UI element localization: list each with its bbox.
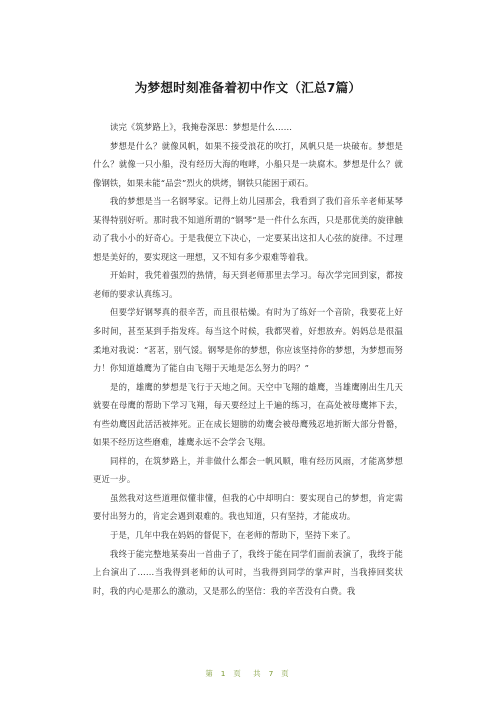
footer-total-pages: 7 (268, 669, 276, 678)
paragraph: 是的，雄鹰的梦想是飞行于天地之间。天空中飞翔的雄鹰，当雄鹰刚出生几天就要在母鹰的帮助下学习飞翔，每天要经过上千遍的练习，在高处被母鹰摔下去，有些幼鹰因此活活被摔死。正在成长翅膀的幼鹰会被母鹰残忍地折断大部分骨骼，如果不经历这些磨难，雄鹰永远不会学会飞翔。 (93, 381, 403, 448)
footer-page-mid: 页 共 (233, 669, 263, 678)
paragraph: 但要学好钢琴真的很辛苦，而且很枯燥。有时为了练好一个音阶，我要花上好多时间，甚至某到手指发疼。每当这个时候，我都哭着，好想放弃。妈妈总是很温柔地对我说：“茗茗，别气馁。钢琴是你的梦想，你应该坚持你的梦想，为梦想而努力！你知道雄鹰为了能自由飞翔于天地是怎么努力的吗？” (93, 307, 403, 374)
footer-page-number: 1 (220, 669, 228, 678)
paragraph: 我的梦想是当一名钢琴家。记得上幼儿园那会，我看到了我们音乐辛老师某琴某得特别好听。那时我不知道所谓的“钢琴”是一件什么东西，只是那优美的旋律触动了我小小的好奇心。于是我便立下决心，一定要某出这扣人心弦的旋律。不过理想是美好的，要实现这一理想，又不知有多少艰难等着我。 (93, 196, 403, 262)
paragraph: 于是，几年中我在妈妈的督促下，在老师的帮助下，坚持下来了。 (110, 530, 356, 541)
document-body (93, 118, 403, 600)
footer-page-suffix: 页 (281, 669, 291, 678)
document-title: 为梦想时刻准备着初中作文（汇总7篇） (134, 80, 362, 95)
page-footer (0, 668, 496, 679)
paragraph: 开始时，我凭着强烈的热情，每天到老师那里去学习。每次学完回到家，都按老师的要求认真练习。 (93, 270, 403, 299)
paragraph: 梦想是什么？就像风帆，如果不接受浪花的吹打，风帆只是一块破布。梦想是什么？就像一只小船，没有经历大海的咆哮，小船只是一块腐木。梦想是什么？就像钢铁，如果未能“品尝”烈火的烘烤，钢铁只能困于顽石。 (93, 140, 403, 188)
paragraph: 虽然我对这些道理似懂非懂，但我的心中却明白：要实现自己的梦想，肯定需要付出努力的，肯定会遇到艰难的。我也知道，只有坚持，才能成功。 (93, 492, 403, 522)
paragraph: 同样的，在筑梦路上，并非做什么都会一帆风顺，唯有经历风雨，才能离梦想更近一步。 (93, 455, 403, 485)
footer-page-prefix: 第 (205, 669, 215, 678)
paragraph: 读完《筑梦路上》，我掩卷深思：梦想是什么…… (110, 122, 293, 132)
paragraph: 我终于能完整地某奏出一首曲子了，我终于能在同学们面前表演了，我终于能上台演出了……当我得到老师的认可时，当我得到同学的掌声时，当我捧回奖状时，我的内心是那么的激动，又是那么的坚信：我的辛苦没有白费。我 (93, 548, 403, 596)
